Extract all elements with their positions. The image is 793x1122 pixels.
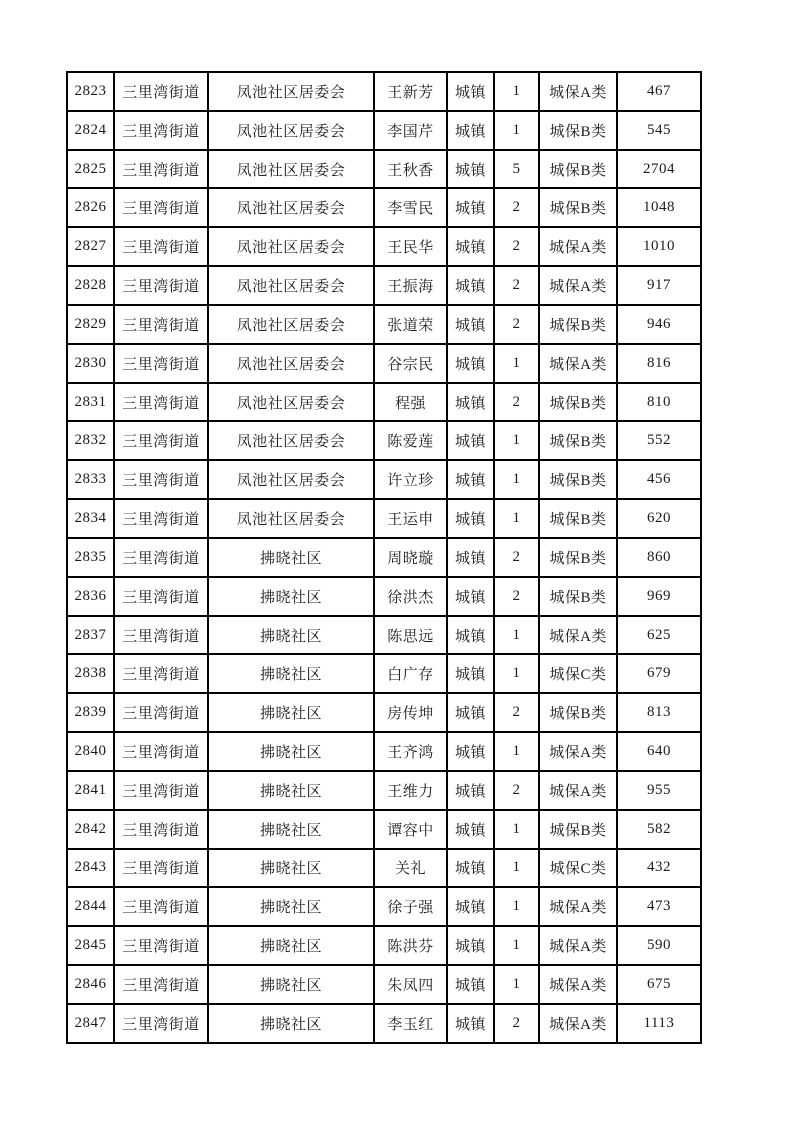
cell-amount: 2704 bbox=[617, 150, 701, 189]
cell-person-name: 许立珍 bbox=[374, 460, 447, 499]
cell-person-name: 白广存 bbox=[374, 654, 447, 693]
cell-community: 凤池社区居委会 bbox=[208, 383, 374, 422]
cell-amount: 1113 bbox=[617, 1004, 701, 1043]
cell-street: 三里湾街道 bbox=[114, 771, 208, 810]
cell-person-count: 1 bbox=[494, 344, 539, 383]
cell-community: 拂晓社区 bbox=[208, 965, 374, 1004]
cell-person-name: 王秋香 bbox=[374, 150, 447, 189]
cell-insurance-category: 城保B类 bbox=[539, 188, 617, 227]
cell-residence-type: 城镇 bbox=[447, 732, 494, 771]
cell-residence-type: 城镇 bbox=[447, 693, 494, 732]
cell-community: 凤池社区居委会 bbox=[208, 72, 374, 111]
cell-street: 三里湾街道 bbox=[114, 732, 208, 771]
table-row bbox=[67, 383, 701, 422]
table-body bbox=[67, 72, 701, 1043]
cell-insurance-category: 城保A类 bbox=[539, 965, 617, 1004]
cell-amount: 1010 bbox=[617, 227, 701, 266]
cell-person-name: 张道荣 bbox=[374, 305, 447, 344]
cell-residence-type: 城镇 bbox=[447, 887, 494, 926]
cell-person-name: 王运申 bbox=[374, 499, 447, 538]
cell-community: 凤池社区居委会 bbox=[208, 421, 374, 460]
cell-person-count: 1 bbox=[494, 849, 539, 888]
cell-serial: 2842 bbox=[67, 810, 114, 849]
cell-community: 拂晓社区 bbox=[208, 926, 374, 965]
cell-street: 三里湾街道 bbox=[114, 887, 208, 926]
cell-serial: 2834 bbox=[67, 499, 114, 538]
cell-person-count: 2 bbox=[494, 188, 539, 227]
cell-amount: 679 bbox=[617, 654, 701, 693]
cell-community: 拂晓社区 bbox=[208, 887, 374, 926]
table-row bbox=[67, 150, 701, 189]
cell-serial: 2833 bbox=[67, 460, 114, 499]
cell-street: 三里湾街道 bbox=[114, 538, 208, 577]
cell-person-name: 陈思远 bbox=[374, 616, 447, 655]
cell-amount: 813 bbox=[617, 693, 701, 732]
cell-person-count: 1 bbox=[494, 654, 539, 693]
cell-insurance-category: 城保A类 bbox=[539, 344, 617, 383]
cell-person-count: 1 bbox=[494, 732, 539, 771]
table-row bbox=[67, 111, 701, 150]
cell-person-count: 2 bbox=[494, 266, 539, 305]
cell-person-name: 陈洪芬 bbox=[374, 926, 447, 965]
cell-insurance-category: 城保A类 bbox=[539, 616, 617, 655]
cell-serial: 2847 bbox=[67, 1004, 114, 1043]
cell-amount: 969 bbox=[617, 577, 701, 616]
table-row bbox=[67, 460, 701, 499]
cell-street: 三里湾街道 bbox=[114, 227, 208, 266]
cell-serial: 2827 bbox=[67, 227, 114, 266]
cell-serial: 2838 bbox=[67, 654, 114, 693]
cell-insurance-category: 城保C类 bbox=[539, 849, 617, 888]
cell-serial: 2832 bbox=[67, 421, 114, 460]
cell-community: 拂晓社区 bbox=[208, 577, 374, 616]
cell-person-name: 朱凤四 bbox=[374, 965, 447, 1004]
cell-community: 凤池社区居委会 bbox=[208, 460, 374, 499]
cell-street: 三里湾街道 bbox=[114, 421, 208, 460]
cell-amount: 917 bbox=[617, 266, 701, 305]
cell-insurance-category: 城保A类 bbox=[539, 266, 617, 305]
cell-street: 三里湾街道 bbox=[114, 849, 208, 888]
cell-amount: 456 bbox=[617, 460, 701, 499]
table-row bbox=[67, 188, 701, 227]
cell-residence-type: 城镇 bbox=[447, 965, 494, 1004]
cell-community: 拂晓社区 bbox=[208, 693, 374, 732]
cell-residence-type: 城镇 bbox=[447, 616, 494, 655]
cell-insurance-category: 城保B类 bbox=[539, 499, 617, 538]
cell-residence-type: 城镇 bbox=[447, 1004, 494, 1043]
cell-serial: 2837 bbox=[67, 616, 114, 655]
cell-insurance-category: 城保B类 bbox=[539, 150, 617, 189]
cell-community: 凤池社区居委会 bbox=[208, 499, 374, 538]
cell-insurance-category: 城保C类 bbox=[539, 654, 617, 693]
cell-person-count: 2 bbox=[494, 538, 539, 577]
cell-person-name: 王民华 bbox=[374, 227, 447, 266]
cell-serial: 2828 bbox=[67, 266, 114, 305]
cell-street: 三里湾街道 bbox=[114, 616, 208, 655]
cell-person-count: 1 bbox=[494, 887, 539, 926]
cell-community: 拂晓社区 bbox=[208, 849, 374, 888]
cell-insurance-category: 城保A类 bbox=[539, 926, 617, 965]
table-row bbox=[67, 887, 701, 926]
cell-person-count: 1 bbox=[494, 810, 539, 849]
cell-serial: 2825 bbox=[67, 150, 114, 189]
cell-serial: 2840 bbox=[67, 732, 114, 771]
cell-person-count: 1 bbox=[494, 72, 539, 111]
cell-person-name: 谭容中 bbox=[374, 810, 447, 849]
cell-person-count: 5 bbox=[494, 150, 539, 189]
cell-street: 三里湾街道 bbox=[114, 150, 208, 189]
cell-insurance-category: 城保B类 bbox=[539, 577, 617, 616]
cell-amount: 675 bbox=[617, 965, 701, 1004]
cell-amount: 816 bbox=[617, 344, 701, 383]
table-row bbox=[67, 538, 701, 577]
cell-serial: 2829 bbox=[67, 305, 114, 344]
table-row bbox=[67, 421, 701, 460]
cell-person-name: 徐子强 bbox=[374, 887, 447, 926]
cell-person-count: 1 bbox=[494, 421, 539, 460]
cell-residence-type: 城镇 bbox=[447, 577, 494, 616]
cell-community: 拂晓社区 bbox=[208, 810, 374, 849]
cell-person-name: 关礼 bbox=[374, 849, 447, 888]
cell-person-count: 1 bbox=[494, 111, 539, 150]
table-row bbox=[67, 499, 701, 538]
cell-residence-type: 城镇 bbox=[447, 926, 494, 965]
cell-community: 凤池社区居委会 bbox=[208, 227, 374, 266]
cell-serial: 2845 bbox=[67, 926, 114, 965]
cell-street: 三里湾街道 bbox=[114, 72, 208, 111]
table-row bbox=[67, 227, 701, 266]
cell-residence-type: 城镇 bbox=[447, 227, 494, 266]
cell-serial: 2824 bbox=[67, 111, 114, 150]
cell-person-name: 李玉红 bbox=[374, 1004, 447, 1043]
cell-insurance-category: 城保B类 bbox=[539, 305, 617, 344]
cell-serial: 2846 bbox=[67, 965, 114, 1004]
cell-serial: 2826 bbox=[67, 188, 114, 227]
cell-street: 三里湾街道 bbox=[114, 577, 208, 616]
table-row bbox=[67, 577, 701, 616]
cell-community: 凤池社区居委会 bbox=[208, 266, 374, 305]
cell-person-name: 王新芳 bbox=[374, 72, 447, 111]
cell-serial: 2835 bbox=[67, 538, 114, 577]
cell-street: 三里湾街道 bbox=[114, 344, 208, 383]
table-row bbox=[67, 732, 701, 771]
cell-insurance-category: 城保A类 bbox=[539, 227, 617, 266]
cell-person-count: 2 bbox=[494, 771, 539, 810]
cell-person-count: 2 bbox=[494, 577, 539, 616]
cell-amount: 552 bbox=[617, 421, 701, 460]
cell-amount: 467 bbox=[617, 72, 701, 111]
cell-person-count: 1 bbox=[494, 926, 539, 965]
cell-person-count: 1 bbox=[494, 965, 539, 1004]
cell-residence-type: 城镇 bbox=[447, 771, 494, 810]
cell-person-count: 2 bbox=[494, 305, 539, 344]
cell-insurance-category: 城保B类 bbox=[539, 693, 617, 732]
cell-community: 拂晓社区 bbox=[208, 1004, 374, 1043]
cell-amount: 473 bbox=[617, 887, 701, 926]
table-row bbox=[67, 1004, 701, 1043]
cell-street: 三里湾街道 bbox=[114, 654, 208, 693]
cell-insurance-category: 城保B类 bbox=[539, 460, 617, 499]
cell-serial: 2831 bbox=[67, 383, 114, 422]
cell-person-name: 李雪民 bbox=[374, 188, 447, 227]
cell-person-name: 王维力 bbox=[374, 771, 447, 810]
cell-residence-type: 城镇 bbox=[447, 460, 494, 499]
cell-street: 三里湾街道 bbox=[114, 926, 208, 965]
cell-residence-type: 城镇 bbox=[447, 188, 494, 227]
cell-community: 拂晓社区 bbox=[208, 538, 374, 577]
cell-insurance-category: 城保B类 bbox=[539, 538, 617, 577]
table-row bbox=[67, 266, 701, 305]
cell-insurance-category: 城保B类 bbox=[539, 111, 617, 150]
benefits-table bbox=[66, 71, 702, 1044]
cell-street: 三里湾街道 bbox=[114, 965, 208, 1004]
cell-person-name: 陈爱莲 bbox=[374, 421, 447, 460]
cell-street: 三里湾街道 bbox=[114, 810, 208, 849]
cell-amount: 810 bbox=[617, 383, 701, 422]
table-row bbox=[67, 926, 701, 965]
cell-person-count: 2 bbox=[494, 693, 539, 732]
cell-street: 三里湾街道 bbox=[114, 266, 208, 305]
table-row bbox=[67, 654, 701, 693]
cell-community: 凤池社区居委会 bbox=[208, 111, 374, 150]
cell-amount: 582 bbox=[617, 810, 701, 849]
cell-residence-type: 城镇 bbox=[447, 305, 494, 344]
cell-street: 三里湾街道 bbox=[114, 1004, 208, 1043]
cell-street: 三里湾街道 bbox=[114, 111, 208, 150]
cell-amount: 946 bbox=[617, 305, 701, 344]
cell-person-name: 李国芹 bbox=[374, 111, 447, 150]
cell-person-count: 1 bbox=[494, 616, 539, 655]
cell-serial: 2843 bbox=[67, 849, 114, 888]
table-row bbox=[67, 965, 701, 1004]
cell-amount: 625 bbox=[617, 616, 701, 655]
cell-serial: 2844 bbox=[67, 887, 114, 926]
cell-residence-type: 城镇 bbox=[447, 538, 494, 577]
cell-street: 三里湾街道 bbox=[114, 383, 208, 422]
cell-community: 凤池社区居委会 bbox=[208, 188, 374, 227]
cell-serial: 2830 bbox=[67, 344, 114, 383]
cell-street: 三里湾街道 bbox=[114, 499, 208, 538]
cell-residence-type: 城镇 bbox=[447, 810, 494, 849]
cell-person-count: 1 bbox=[494, 460, 539, 499]
cell-street: 三里湾街道 bbox=[114, 460, 208, 499]
cell-serial: 2841 bbox=[67, 771, 114, 810]
cell-community: 拂晓社区 bbox=[208, 616, 374, 655]
cell-insurance-category: 城保A类 bbox=[539, 887, 617, 926]
cell-community: 凤池社区居委会 bbox=[208, 305, 374, 344]
cell-amount: 545 bbox=[617, 111, 701, 150]
cell-insurance-category: 城保B类 bbox=[539, 421, 617, 460]
cell-insurance-category: 城保A类 bbox=[539, 1004, 617, 1043]
cell-community: 拂晓社区 bbox=[208, 654, 374, 693]
cell-person-name: 王振海 bbox=[374, 266, 447, 305]
table-row bbox=[67, 72, 701, 111]
cell-residence-type: 城镇 bbox=[447, 499, 494, 538]
cell-residence-type: 城镇 bbox=[447, 150, 494, 189]
cell-amount: 955 bbox=[617, 771, 701, 810]
cell-amount: 860 bbox=[617, 538, 701, 577]
cell-community: 凤池社区居委会 bbox=[208, 150, 374, 189]
cell-person-count: 2 bbox=[494, 383, 539, 422]
cell-insurance-category: 城保B类 bbox=[539, 383, 617, 422]
cell-amount: 620 bbox=[617, 499, 701, 538]
cell-person-name: 程强 bbox=[374, 383, 447, 422]
cell-person-name: 房传坤 bbox=[374, 693, 447, 732]
cell-person-count: 2 bbox=[494, 227, 539, 266]
cell-person-name: 周晓璇 bbox=[374, 538, 447, 577]
cell-serial: 2836 bbox=[67, 577, 114, 616]
cell-community: 凤池社区居委会 bbox=[208, 344, 374, 383]
table-row bbox=[67, 849, 701, 888]
cell-residence-type: 城镇 bbox=[447, 383, 494, 422]
table-row bbox=[67, 305, 701, 344]
table-row bbox=[67, 344, 701, 383]
cell-residence-type: 城镇 bbox=[447, 849, 494, 888]
cell-person-count: 1 bbox=[494, 499, 539, 538]
cell-amount: 590 bbox=[617, 926, 701, 965]
cell-person-name: 谷宗民 bbox=[374, 344, 447, 383]
cell-residence-type: 城镇 bbox=[447, 111, 494, 150]
cell-street: 三里湾街道 bbox=[114, 305, 208, 344]
cell-insurance-category: 城保B类 bbox=[539, 810, 617, 849]
cell-street: 三里湾街道 bbox=[114, 693, 208, 732]
cell-community: 拂晓社区 bbox=[208, 771, 374, 810]
cell-amount: 640 bbox=[617, 732, 701, 771]
cell-person-name: 王齐鸿 bbox=[374, 732, 447, 771]
table-row bbox=[67, 810, 701, 849]
table-row bbox=[67, 693, 701, 732]
cell-residence-type: 城镇 bbox=[447, 344, 494, 383]
cell-residence-type: 城镇 bbox=[447, 266, 494, 305]
cell-person-name: 徐洪杰 bbox=[374, 577, 447, 616]
cell-residence-type: 城镇 bbox=[447, 72, 494, 111]
cell-serial: 2839 bbox=[67, 693, 114, 732]
cell-residence-type: 城镇 bbox=[447, 421, 494, 460]
cell-residence-type: 城镇 bbox=[447, 654, 494, 693]
cell-insurance-category: 城保A类 bbox=[539, 771, 617, 810]
cell-serial: 2823 bbox=[67, 72, 114, 111]
cell-street: 三里湾街道 bbox=[114, 188, 208, 227]
cell-amount: 432 bbox=[617, 849, 701, 888]
cell-insurance-category: 城保A类 bbox=[539, 72, 617, 111]
cell-insurance-category: 城保A类 bbox=[539, 732, 617, 771]
cell-amount: 1048 bbox=[617, 188, 701, 227]
table-row bbox=[67, 616, 701, 655]
cell-person-count: 2 bbox=[494, 1004, 539, 1043]
table-row bbox=[67, 771, 701, 810]
cell-community: 拂晓社区 bbox=[208, 732, 374, 771]
